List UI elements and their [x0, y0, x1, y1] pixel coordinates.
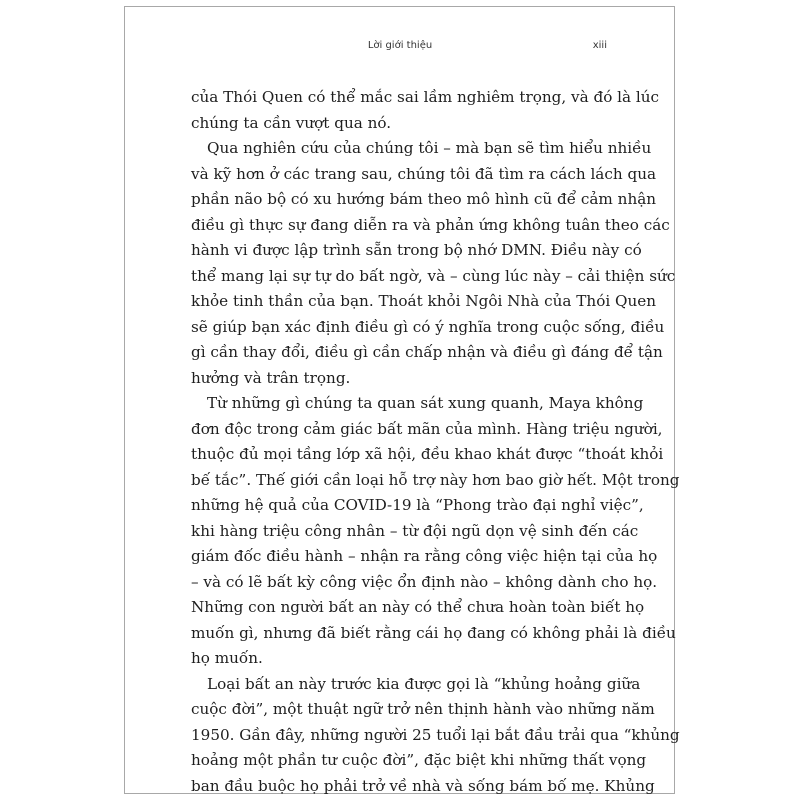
text-line: – và có lẽ bất kỳ công việc ổn định nào – không dành cho họ.	[191, 572, 658, 591]
text-line: chúng ta cần vượt qua nó.	[191, 113, 392, 132]
text-line: cuộc đời”, một thuật ngữ trở nên thịnh hành vào những năm	[191, 700, 655, 718]
text-line: bế tắc”. Thế giới cần loại hỗ trợ này hơn bao giờ hết. Một trong	[191, 470, 680, 489]
text-line: Từ những gì chúng ta quan sát xung quanh, Maya không	[207, 394, 644, 412]
text-line: 1950. Gần đây, những người 25 tuổi lại bắt đầu trải qua “khủng	[191, 725, 680, 744]
text-line: họ muốn.	[191, 649, 263, 667]
text-line: khỏe tinh thần của bạn. Thoát khỏi Ngôi Nhà của Thói Quen	[191, 292, 657, 310]
text-line: hưởng và trân trọng.	[191, 368, 351, 387]
text-line: thuộc đủ mọi tầng lớp xã hội, đều khao khát được “thoát khỏi	[191, 445, 664, 463]
running-title: Lời giới thiệu	[367, 40, 433, 51]
text-line: và kỹ hơn ở các trang sau, chúng tôi đã tìm ra cách lách qua	[191, 164, 657, 183]
text-line: giám đốc điều hành – nhận ra rằng công việc hiện tại của họ	[191, 547, 658, 565]
text-line: thể mang lại sự tự do bất ngờ, và – cùng lúc này – cải thiện sức	[191, 266, 676, 285]
text-line: Qua nghiên cứu của chúng tôi – mà bạn sẽ tìm hiểu nhiều	[207, 139, 652, 157]
text-line: những hệ quả của COVID-19 là “Phong trào đại nghỉ việc”,	[191, 496, 644, 514]
text-line: điều gì thực sự đang diễn ra và phản ứng không tuân theo các	[191, 215, 670, 234]
text-line: Những con người bất an này có thể chưa hoàn toàn biết họ	[191, 598, 645, 616]
text-line: muốn gì, nhưng đã biết rằng cái họ đang có không phải là điều	[191, 623, 676, 642]
text-line: phần não bộ có xu hướng bám theo mô hình cũ để cảm nhận	[191, 190, 657, 208]
body-text	[191, 85, 680, 799]
page-number: xiii	[592, 40, 607, 51]
text-line: khi hàng triệu công nhân – từ đội ngũ dọn vệ sinh đến các	[191, 521, 639, 540]
text-line: gì cần thay đổi, điều gì cần chấp nhận và điều gì đáng để tận	[191, 343, 663, 361]
text-line: ban đầu buộc họ phải trở về nhà và sống bám bố mẹ. Khủng	[191, 776, 655, 795]
text-line: của Thói Quen có thể mắc sai lầm nghiêm trọng, và đó là lúc	[191, 88, 660, 106]
text-line: hành vi được lập trình sẵn trong bộ nhớ DMN. Điều này có	[191, 241, 642, 259]
text-line: Loại bất an này trước kia được gọi là “khủng hoảng giữa	[207, 674, 641, 693]
text-line: sẽ giúp bạn xác định điều gì có ý nghĩa trong cuộc sống, điều	[191, 317, 665, 336]
text-line: hoảng một phần tư cuộc đời”, đặc biệt khi những thất vọng	[191, 751, 647, 769]
text-line: đơn độc trong cảm giác bất mãn của mình. Hàng triệu người,	[191, 419, 663, 438]
